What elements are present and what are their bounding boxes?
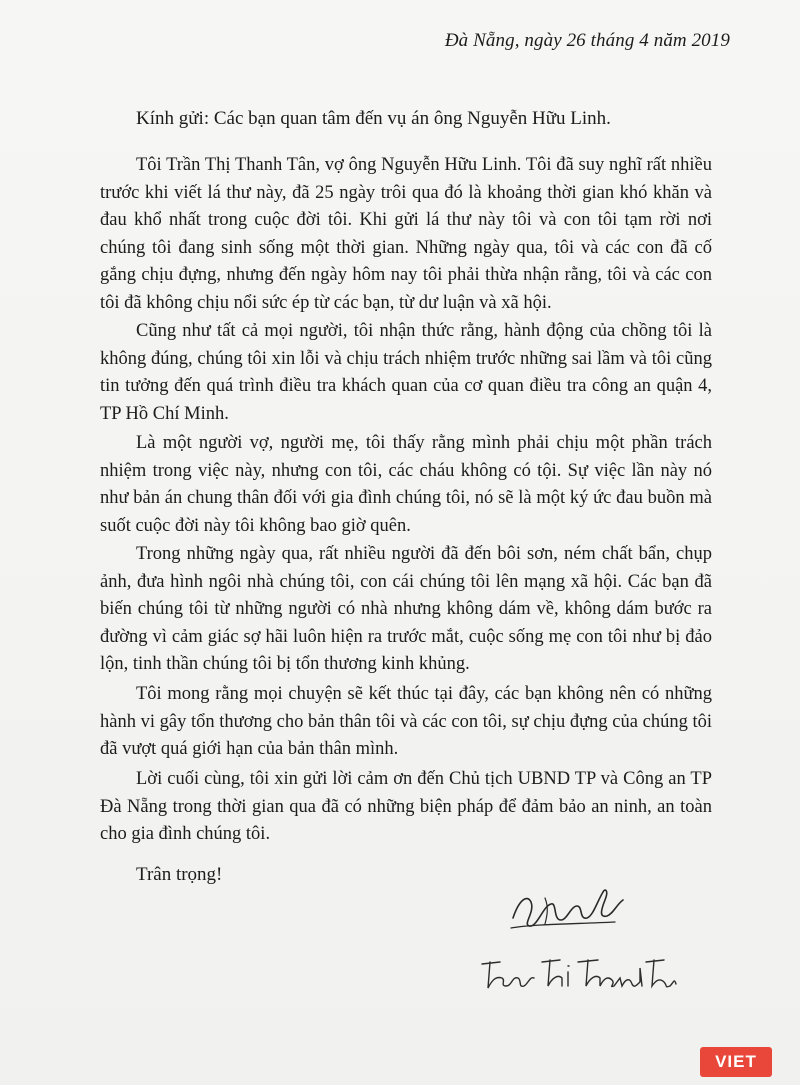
- closing: Trân trọng!: [136, 864, 223, 885]
- paragraph-5: Tôi mong rằng mọi chuyện sẽ kết thúc tại đây, các bạn không nên có những hành vi gây tổn thương cho bản thân tôi và các con tôi, sự chịu đựng của chúng tôi đã vượt quá giới hạn của bản thân mình.: [100, 684, 712, 760]
- paragraph-3: Là một người vợ, người mẹ, tôi thấy rằng mình phải chịu một phần trách nhiệm trong việc này, nhưng con tôi, các cháu không có tội. Sự việc lần này nó như bản án chung thân đối với gia đình chúng tôi, nó sẽ là một ký ức đau buồn mà suốt cuộc đời này tôi không bao giờ quên.: [100, 433, 712, 536]
- watermark-text: VIET: [715, 1052, 757, 1071]
- paragraph-4: Trong những ngày qua, rất nhiều người đã đến bôi sơn, ném chất bẩn, chụp ảnh, đưa hình ngôi nhà chúng tôi, con cái chúng tôi lên mạng xã hội. Các bạn đã biến chúng tôi từ những người có nhà nhưng không dám về, không dám bước ra đường vì cảm giác sợ hãi luôn hiện ra trước mắt, cuộc sống mẹ con tôi như bị đảo lộn, tinh thần chúng tôi bị tổn thương kinh khủng.: [100, 544, 712, 675]
- paragraph-2: Cũng như tất cả mọi người, tôi nhận thức rằng, hành động của chồng tôi là không đúng, chúng tôi xin lỗi và chịu trách nhiệm trước những sai lầm và tôi cũng tin tưởng đến quá trình điều tra khách quan của cơ quan điều tra công an quận 4, TP Hồ Chí Minh.: [100, 321, 712, 424]
- signature-scribble: [505, 880, 635, 940]
- viet-logo-watermark: [700, 1047, 772, 1077]
- date-line: Đà Nẵng, ngày 26 tháng 4 năm 2019: [444, 30, 730, 51]
- salutation: Kính gửi: Các bạn quan tâm đến vụ án ông Nguyễn Hữu Linh.: [136, 108, 611, 129]
- paragraph-1: Tôi Trần Thị Thanh Tân, vợ ông Nguyễn Hữu Linh. Tôi đã suy nghĩ rất nhiều trước khi viết lá thư này, đã 25 ngày trôi qua đó là khoảng thời gian khó khăn và đau khổ nhất trong cuộc đời tôi. Khi gửi lá thư này tôi và con tôi tạm rời nơi chúng tôi đang sinh sống một thời gian. Những ngày qua, tôi và các con đã cố gắng chịu đựng, nhưng đến ngày hôm nay tôi phải thừa nhận rằng, tôi và các con tôi đã không chịu nổi sức ép từ các bạn, từ dư luận và xã hội.: [100, 155, 712, 313]
- handwritten-signature-name: [478, 948, 678, 998]
- paragraph-6: Lời cuối cùng, tôi xin gửi lời cảm ơn đến Chủ tịch UBND TP và Công an TP Đà Nẵng trong thời gian qua đã có những biện pháp để đảm bảo an ninh, an toàn cho gia đình chúng tôi.: [100, 769, 712, 845]
